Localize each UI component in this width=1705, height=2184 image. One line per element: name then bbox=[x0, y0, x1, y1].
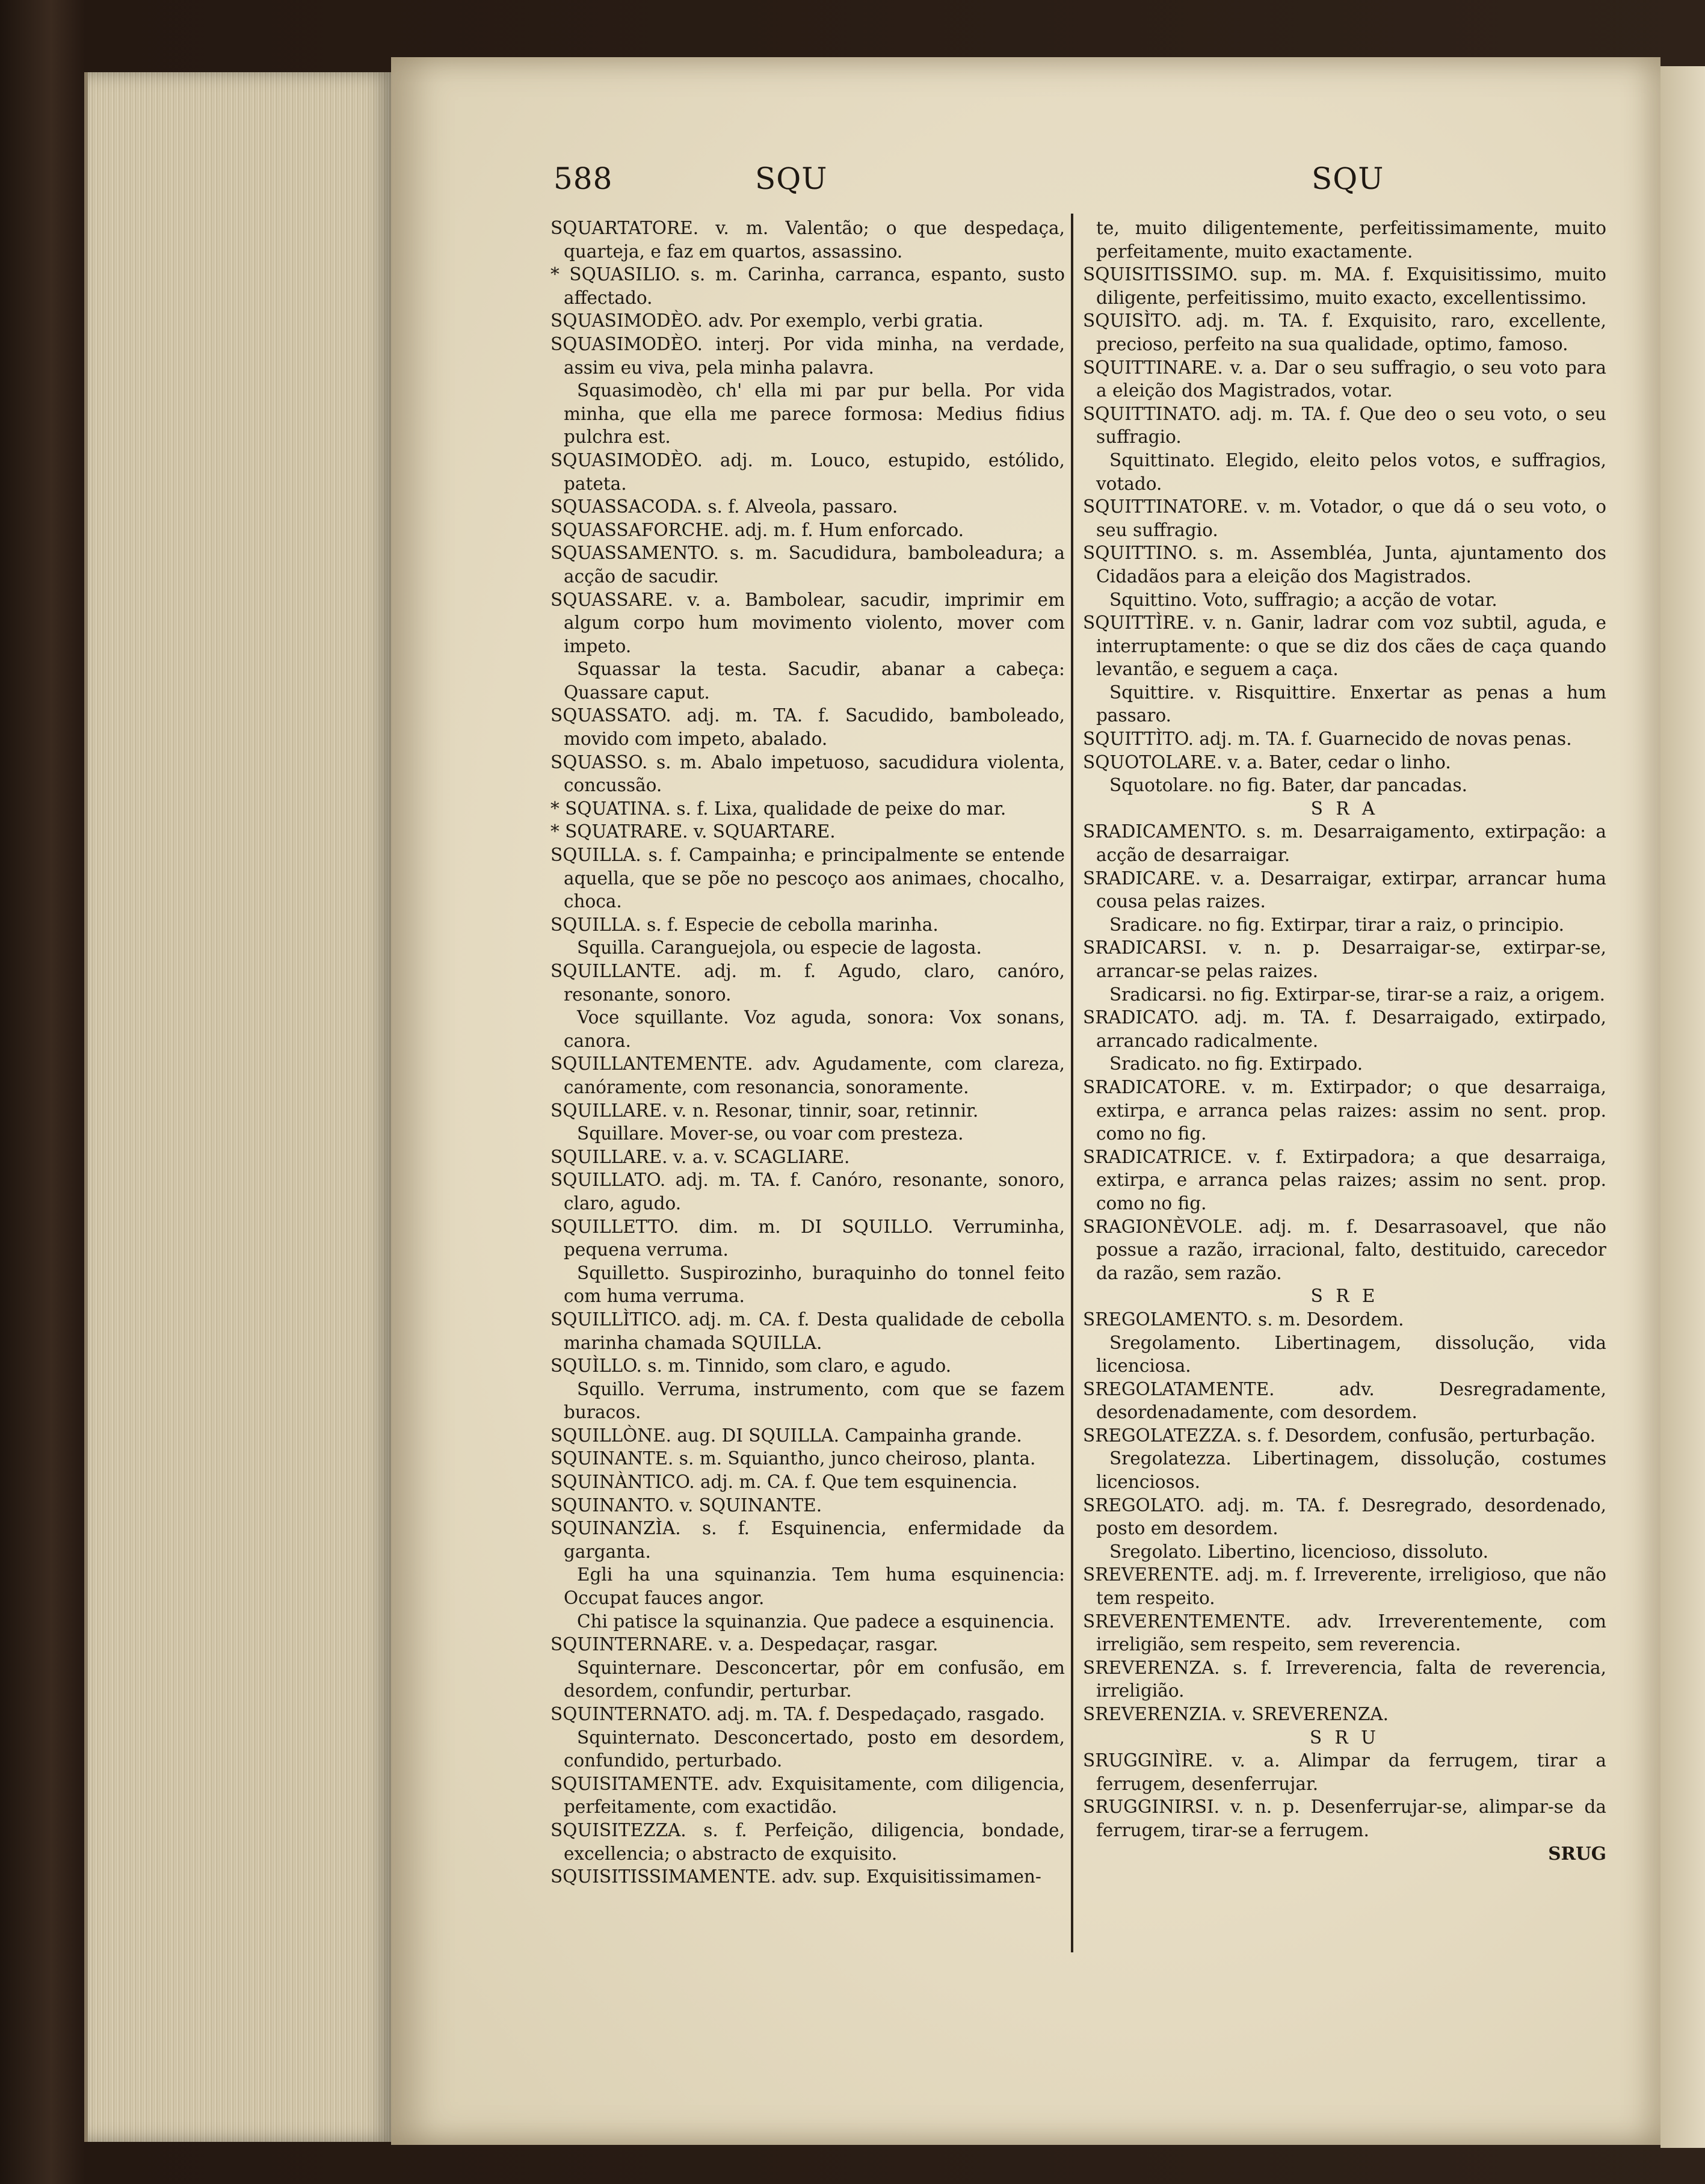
dictionary-entry: SQUILLA. s. f. Campainha; e principalmente se entende aquella, que se põe no pescoço aos animaes, chocalho, choca. bbox=[550, 845, 1065, 912]
dictionary-entry: Squilletto. Suspirozinho, buraquinho do tonnel feito com huma verruma. bbox=[564, 1262, 1065, 1307]
dictionary-entry: SQUILLETTO. dim. m. DI SQUILLO. Verruminha, pequena verruma. bbox=[550, 1216, 1065, 1260]
dictionary-entry: SQUASSO. s. m. Abalo impetuoso, sacudidura violenta, concussão. bbox=[550, 751, 1065, 796]
left-column bbox=[550, 217, 1065, 1889]
dictionary-entry: SQUINTERNARE. v. a. Despedaçar, rasgar. bbox=[550, 1634, 939, 1655]
dictionary-entry: SQUILLARE. v. a. v. SCAGLIARE. bbox=[550, 1146, 850, 1167]
dictionary-entry: Sradicare. no fig. Extirpar, tirar a raiz, o principio. bbox=[1109, 914, 1565, 935]
dictionary-entry: SREGOLATAMENTE. adv. Desregradamente, desordenadamente, com desordem. bbox=[1083, 1378, 1606, 1423]
right-column bbox=[1083, 217, 1606, 1865]
dictionary-entry: SQUITTINATORE. v. m. Votador, o que dá o seu voto, o seu suffragio. bbox=[1083, 496, 1606, 540]
dictionary-entry: SREVERENTE. adj. m. f. Irreverente, irreligioso, que não tem respeito. bbox=[1083, 1564, 1606, 1609]
dictionary-entry: SRADICARE. v. a. Desarraigar, extirpar, arrancar huma cousa pelas raizes. bbox=[1083, 868, 1606, 912]
dictionary-entry: SQUÌLLO. s. m. Tinnido, som claro, e agudo. bbox=[550, 1356, 952, 1377]
dictionary-entry: * SQUATINA. s. f. Lixa, qualidade de peixe do mar. bbox=[550, 798, 1007, 819]
dictionary-entry: SQUILLANTE. adj. m. f. Agudo, claro, canóro, resonante, sonoro. bbox=[550, 961, 1065, 1005]
dictionary-entry: Squillo. Verruma, instrumento, com que se fazem buracos. bbox=[564, 1378, 1065, 1423]
dictionary-entry: Squinternato. Desconcertado, posto em desordem, confundido, perturbado. bbox=[564, 1727, 1065, 1771]
dictionary-entry: Sregolatezza. Libertinagem, dissolução, costumes licenciosos. bbox=[1096, 1448, 1606, 1493]
dictionary-entry: Squillare. Mover-se, ou voar com presteza. bbox=[577, 1123, 964, 1144]
dictionary-entry: SQUINANZÌA. s. f. Esquinencia, enfermidade da garganta. bbox=[550, 1518, 1065, 1562]
running-head-left: SQU bbox=[755, 161, 828, 196]
facing-page-edge bbox=[1660, 66, 1705, 2148]
dictionary-entry: SRADICARSI. v. n. p. Desarraigar-se, extirpar-se, arrancar-se pelas raizes. bbox=[1083, 937, 1606, 981]
dictionary-entry: SQUINÀNTICO. adj. m. CA. f. Que tem esquinencia. bbox=[550, 1472, 1018, 1493]
dictionary-entry: SREGOLAMENTO. s. m. Desordem. bbox=[1083, 1309, 1404, 1330]
dictionary-entry: SQUILLÒNE. aug. DI SQUILLA. Campainha grande. bbox=[550, 1425, 1022, 1446]
dictionary-entry: SQUASIMODÈO. adv. Por exemplo, verbi gratia. bbox=[550, 310, 984, 332]
dictionary-entry: Squittino. Voto, suffragio; a acção de votar. bbox=[1109, 589, 1497, 610]
dictionary-entry: Sradicarsi. no fig. Extirpar-se, tirar-se a raiz, a origem. bbox=[1109, 984, 1606, 1005]
dictionary-entry: SQUASSAMENTO. s. m. Sacudidura, bamboleadura; a acção de sacudir. bbox=[550, 543, 1065, 587]
dictionary-entry: Squinternare. Desconcertar, pôr em confusão, em desordem, confundir, perturbar. bbox=[564, 1657, 1065, 1701]
dictionary-entry: SQUASSACODA. s. f. Alveola, passaro. bbox=[550, 496, 898, 517]
dictionary-entry: SRUGGINIRSI. v. n. p. Desenferrujar-se, alimpar-se da ferrugem, tirar-se a ferrugem. bbox=[1083, 1797, 1606, 1840]
dictionary-entry: SREVERENZIA. v. SREVERENZA. bbox=[1083, 1704, 1389, 1724]
section-heading: S R A bbox=[1310, 798, 1379, 819]
dictionary-entry: Chi patisce la squinanzia. Que padece a esquinencia. bbox=[577, 1611, 1055, 1632]
dictionary-entry: SQUINANTO. v. SQUINANTE. bbox=[550, 1495, 822, 1516]
dictionary-entry: Sradicato. no fig. Extirpado. bbox=[1109, 1053, 1363, 1075]
dictionary-entry: Sregolato. Libertino, licencioso, dissoluto. bbox=[1109, 1541, 1489, 1562]
dictionary-entry: SQUASSATO. adj. m. TA. f. Sacudido, bamboleado, movido com impeto, abalado. bbox=[550, 705, 1065, 750]
section-heading: S R U bbox=[1309, 1727, 1380, 1748]
dictionary-entry: te, muito diligentemente, perfeitissimamente, muito perfeitamente, muito exactamente. bbox=[1096, 218, 1606, 262]
dictionary-entry: SRUGGINÌRE. v. a. Alimpar da ferrugem, tirar a ferrugem, desenferrujar. bbox=[1083, 1750, 1606, 1794]
dictionary-entry: SREVERENTEMENTE. adv. Irreverentemente, com irreligião, sem respeito, sem reverencia. bbox=[1083, 1611, 1606, 1655]
dictionary-entry: Squotolare. no fig. Bater, dar pancadas. bbox=[1109, 775, 1467, 796]
dictionary-entry: SREGOLATEZZA. s. f. Desordem, confusão, perturbação. bbox=[1083, 1425, 1596, 1446]
dictionary-entry: SQUILLATO. adj. m. TA. f. Canóro, resonante, sonoro, claro, agudo. bbox=[550, 1170, 1065, 1214]
dictionary-entry: SQUOTOLARE. v. a. Bater, cedar o linho. bbox=[1083, 751, 1451, 773]
dictionary-entry: Squilla. Caranguejola, ou especie de lagosta. bbox=[577, 937, 982, 958]
dictionary-entry: SQUITTÌTO. adj. m. TA. f. Guarnecido de novas penas. bbox=[1083, 729, 1572, 750]
dictionary-entry: Squasimodèo, ch' ella mi par pur bella. Por vida minha, que ella me parece formosa: Medius fidius pulchra est. bbox=[564, 380, 1065, 448]
catchword: SRUG bbox=[1548, 1842, 1606, 1864]
dictionary-entry: SQUILLA. s. f. Especie de cebolla marinha. bbox=[550, 914, 939, 935]
dictionary-entry: SQUILLÌTICO. adj. m. CA. f. Desta qualidade de cebolla marinha chamada SQUILLA. bbox=[550, 1309, 1065, 1353]
dictionary-entry: SQUISITISSIMO. sup. m. MA. f. Exquisitissimo, muito diligente, perfeitissimo, muito exacto, excellentissimo. bbox=[1083, 264, 1606, 308]
dictionary-entry: SRADICATORE. v. m. Extirpador; o que desarraiga, extirpa, e arranca pelas raizes: assim no sent. prop. como no fig. bbox=[1083, 1076, 1606, 1144]
dictionary-entry: SQUILLANTEMENTE. adv. Agudamente, com clareza, canóramente, com resonancia, sonoramente. bbox=[550, 1053, 1065, 1097]
dictionary-entry: Squittire. v. Risquittire. Enxertar as penas a hum passaro. bbox=[1096, 682, 1606, 726]
dictionary-entry: * SQUASILIO. s. m. Carinha, carranca, espanto, susto affectado. bbox=[550, 264, 1065, 308]
dictionary-entry: SQUINANTE. s. m. Squiantho, junco cheiroso, planta. bbox=[550, 1448, 1036, 1469]
dictionary-entry: SQUISITAMENTE. adv. Exquisitamente, com diligencia, perfeitamente, com exactidão. bbox=[550, 1773, 1065, 1818]
dictionary-entry: Sregolamento. Libertinagem, dissolução, vida licenciosa. bbox=[1096, 1332, 1606, 1377]
dictionary-entry: SQUASSARE. v. a. Bambolear, sacudir, imprimir em algum corpo hum movimento violento, mover com impeto. bbox=[550, 589, 1065, 656]
dictionary-entry: SQUASIMODÈO. interj. Por vida minha, na verdade, assim eu viva, pela minha palavra. bbox=[550, 333, 1065, 378]
dictionary-entry: SREVERENZA. s. f. Irreverencia, falta de reverencia, irreligião. bbox=[1083, 1657, 1606, 1701]
dictionary-entry: SQUITTINARE. v. a. Dar o seu suffragio, o seu voto para a eleição dos Magistrados, votar. bbox=[1083, 357, 1606, 401]
dictionary-entry: SQUISÌTO. adj. m. TA. f. Exquisito, raro, excellente, precioso, perfeito na sua qualidade, optimo, famoso. bbox=[1083, 310, 1606, 354]
page-number: 588 bbox=[553, 161, 613, 196]
page-edges bbox=[84, 72, 395, 2142]
section-heading: S R E bbox=[1310, 1286, 1379, 1307]
dictionary-entry: SQUASSAFORCHE. adj. m. f. Hum enforcado. bbox=[550, 519, 964, 540]
dictionary-entry: SQUITTINATO. adj. m. TA. f. Que deo o seu voto, o seu suffragio. bbox=[1083, 403, 1606, 448]
dictionary-entry: Squassar la testa. Sacudir, abanar a cabeça: Quassare caput. bbox=[564, 659, 1065, 703]
dictionary-entry: SRADICATRICE. v. f. Extirpadora; a que desarraiga, extirpa, e arranca pelas raizes; assim no sent. prop. como no fig. bbox=[1083, 1146, 1606, 1214]
column-divider bbox=[1071, 214, 1073, 1952]
dictionary-entry: Egli ha una squinanzia. Tem huma esquinencia: Occupat fauces angor. bbox=[564, 1564, 1065, 1609]
running-head-right: SQU bbox=[1312, 161, 1384, 196]
dictionary-entry: SQUASIMODÈO. adj. m. Louco, estupido, estólido, pateta. bbox=[550, 449, 1065, 494]
dictionary-entry: SQUARTATORE. v. m. Valentão; o que despedaça, quarteja, e faz em quartos, assassino. bbox=[550, 218, 1065, 262]
dictionary-entry: SQUITTINO. s. m. Assembléa, Junta, ajuntamento dos Cidadãos para a eleição dos Magistrados. bbox=[1083, 543, 1606, 587]
dictionary-entry: Squittinato. Elegido, eleito pelos votos, e suffragios, votado. bbox=[1096, 449, 1606, 494]
dictionary-entry: SQUILLARE. v. n. Resonar, tinnir, soar, retinnir. bbox=[550, 1100, 979, 1121]
dictionary-entry: SQUISITISSIMAMENTE. adv. sup. Exquisitissimamen- bbox=[550, 1866, 1041, 1887]
dictionary-entry: * SQUATRARE. v. SQUARTARE. bbox=[550, 821, 836, 842]
dictionary-entry: SQUISITEZZA. s. f. Perfeição, diligencia, bondade, excellencia; o abstracto de exquisito. bbox=[550, 1819, 1065, 1864]
dictionary-entry: SRADICATO. adj. m. TA. f. Desarraigado, extirpado, arrancado radicalmente. bbox=[1083, 1007, 1606, 1051]
dictionary-entry: Voce squillante. Voz aguda, sonora: Vox sonans, canora. bbox=[564, 1007, 1065, 1051]
dictionary-entry: SQUINTERNATO. adj. m. TA. f. Despedaçado, rasgado. bbox=[550, 1704, 1045, 1724]
dictionary-entry: SRADICAMENTO. s. m. Desarraigamento, extirpação: a acção de desarraigar. bbox=[1083, 821, 1606, 866]
dictionary-entry: SREGOLATO. adj. m. TA. f. Desregrado, desordenado, posto em desordem. bbox=[1083, 1495, 1606, 1539]
dictionary-entry: SQUITTÌRE. v. n. Ganir, ladrar com voz subtil, aguda, e interruptamente: o que se diz dos cães de caça quando levantão, e seguem a caça. bbox=[1083, 612, 1606, 680]
dictionary-entry: SRAGIONÈVOLE. adj. m. f. Desarrasoavel, que não possue a razão, irracional, falto, destituido, carecedor da razão, sem razão. bbox=[1083, 1216, 1606, 1283]
